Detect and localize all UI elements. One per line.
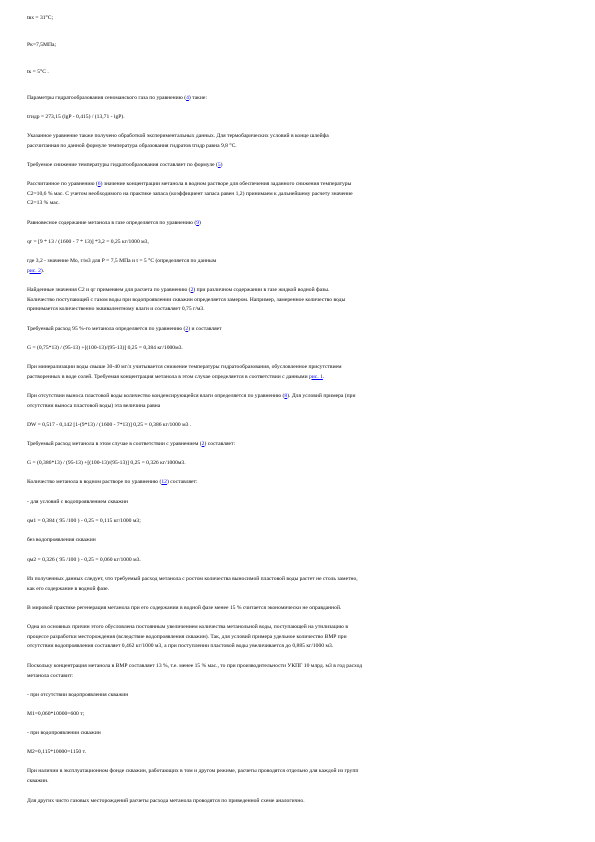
text: отсутствии водопроявления составляет 0,462 кг/1000 м3, а при поступлении пластовой воды увеличивается до 0,885 кг/1000 м3.	[27, 643, 334, 650]
text: ) такие:	[188, 95, 207, 101]
text: При отсутствии выноса пластовой воды количество конденсирующейся влаги определяется по уравнению (	[27, 393, 285, 399]
mineralization-paragraph	[27, 363, 572, 382]
text: ) и составляет	[188, 326, 222, 332]
text: М2=0,115*10000=1150 т.	[27, 749, 87, 755]
conclusion-paragraph	[27, 575, 572, 594]
text: - при водопроявлении скважин	[27, 730, 101, 736]
text: qг = [9 * 13 / (1600 - 7 * 13)] *3,2 = 0,25 кг/1000 м3,	[27, 239, 149, 245]
text: Требуемый расход метанола в этом случае в соответствии с уравнением (	[27, 441, 202, 447]
inlet-temperature-line	[27, 14, 572, 24]
text: При минерализации воды свыше 30-40 мг/л учитывается снижение температуры гидратообразования, обусловленное присутствием	[27, 364, 342, 370]
text: qм2 = 0,326 ( 95 /100 ) - 0,25 = 0,060 кг/1000 м3.	[27, 557, 141, 563]
equation-4-link[interactable]: 4	[186, 95, 189, 101]
found-values-paragraph	[27, 286, 572, 315]
text: как его содержание в водной фазе.	[27, 585, 110, 592]
text: принимается количественно эквивалентному влаги и составляет 0,75 г/м3.	[27, 306, 205, 313]
text: ) составляет:	[166, 479, 198, 485]
text: )	[199, 220, 201, 226]
end-pressure-line	[27, 41, 572, 51]
text: Указанное уравнение также получено обработкой экспериментальных данных. Для термобарических условий в конце шлейфа	[27, 133, 329, 139]
qm1-formula	[27, 517, 572, 527]
hydrate-params-paragraph	[27, 94, 572, 104]
equation-2-link[interactable]: 2	[190, 287, 194, 293]
text: где 3,2 - значение Мо, г/м3 для Р = 7,5 МПа и t = 5 °С (определяется по данным	[27, 258, 217, 264]
text: Поскольку концентрация метанола в ВМР составляет 13 %, т.е. менее 15 % мас., то при производительности УКПГ 10 млрд. м3 в год расход	[27, 663, 363, 669]
water-case-heading	[27, 729, 572, 739]
text: Одна из основных причин этого обусловлена постоянным увеличением количества метанольной воды, поступающей на утилизацию в	[27, 624, 348, 630]
mo-note-paragraph	[27, 257, 572, 276]
text: В мировой практике регенерация метанола при его содержании в водной фазе менее 15 % считается экономически не оправданной.	[27, 605, 342, 611]
aqueous-methanol-paragraph	[27, 478, 572, 488]
text: Рассчитанное по уравнению (	[27, 181, 98, 187]
text: метанола составит:	[27, 672, 73, 679]
required-decrease-paragraph	[27, 161, 572, 171]
text: Требуемый расход 95 %-го метанола определяется по уравнению (	[27, 326, 186, 332]
text: ).	[40, 267, 45, 274]
qg-formula	[27, 238, 572, 248]
text: С2=13 % мас.	[27, 200, 60, 207]
text: )	[220, 162, 223, 168]
text: без водопроявления скважин	[27, 537, 96, 543]
g-formula-2	[27, 459, 572, 469]
equation-2-link[interactable]: 2	[185, 326, 189, 332]
text: Найденные значения С2 и qг применяем для расчета по уравнению (	[27, 287, 191, 293]
end-temperature-line	[27, 68, 572, 78]
text: растворенных в воде солей. Требуемая концентрация метанола в этом случае определяется в соответствии с данными	[27, 373, 309, 380]
required-consumption-paragraph	[27, 440, 572, 450]
m1-formula	[27, 710, 572, 720]
equation-8-link[interactable]: 8	[284, 393, 288, 399]
equilibrium-content-paragraph	[27, 219, 572, 229]
no-water-case-heading	[27, 691, 572, 701]
dw-formula	[27, 421, 572, 431]
equation-9-link[interactable]: 9	[196, 220, 199, 226]
text: процессе разработки месторождения (вследствие водопроявления скважин). Так, для условий примера удельное количество ВМР при	[27, 633, 347, 640]
annual-consumption-paragraph	[27, 662, 572, 681]
text: рассчитанная по данной формуле температура образования гидратов tгидр равна 9,8 °С.	[27, 142, 237, 149]
m2-formula	[27, 748, 572, 758]
no-water-paragraph	[27, 392, 572, 411]
text: .	[322, 373, 325, 380]
text: Требуемое снижение температуры гидратообразования составляет по формуле (	[27, 162, 218, 168]
text: отсутствии выноса пластовой воды) эта величина равна	[27, 402, 161, 409]
text: G = (0,386*13) / (95-13) +[(100-13)/(95-13)] 0,25 = 0,326 кг/1000м3.	[27, 460, 186, 466]
methanol-consumption-paragraph	[27, 325, 572, 335]
figure-1-link[interactable]: рис. 1	[309, 373, 323, 380]
text: При наличии в эксплуатационном фонде скважин, работающих в том и другом режиме, расчеты проводятся отдельно для каждой из групп	[27, 768, 359, 774]
text: Из полученных данных следует, что требуемый расход метанола с ростом количества выносимой пластовой воды растет не столь заметно,	[27, 576, 358, 582]
formula-note-paragraph	[27, 132, 572, 151]
hydrate-formula	[27, 113, 572, 123]
figure-2-link[interactable]: рис. 2	[27, 267, 41, 274]
text: Количество поступающей с газом воды при водопроявлении скважин определяется замером. Например, замеренное количество воды	[27, 296, 346, 303]
formula-5-link[interactable]: 5	[217, 162, 221, 168]
text: - при отсутствии водопроявления скважин	[27, 692, 129, 698]
text: Параметры гидратообразования сеноманского газа по уравнению (	[27, 95, 187, 101]
text: скважин.	[27, 777, 49, 784]
text: Количество метанола в водном растворе по уравнению (	[27, 479, 162, 485]
methanol-concentration-paragraph	[27, 180, 572, 209]
text: - для условий с водопроявлением скважин	[27, 499, 128, 505]
equation-12-link[interactable]: 12	[161, 479, 167, 485]
text: tгидр = 273,15 (lgP - 0,415) / (13,71 - lgP).	[27, 114, 125, 120]
text: tвх = 31°С;	[27, 15, 54, 21]
reasons-paragraph	[27, 623, 572, 652]
text: Для других чисто газовых месторождений расчеты расхода метанола проводятся по приведенной схеме аналогично.	[27, 798, 305, 804]
text: ) значение концентрации метанола в водном растворе для обеспечения заданного снижения температуры	[100, 181, 352, 187]
with-water-heading	[27, 498, 572, 508]
text: ) при различном содержании в газе жидкой водной фазы.	[193, 287, 330, 293]
text: DW = 0,517 - 0,142 [1-(9*13) / (1600 - 7*13)] 0,25 = 0,386 кг/1000 м3 .	[27, 422, 192, 428]
other-fields-paragraph	[27, 797, 572, 807]
text: ) составляет:	[204, 441, 236, 447]
equation-2-link[interactable]: 2	[201, 441, 205, 447]
text: qм1 = 0,384 ( 95 /100 ) - 0,25 = 0,115 кг/1000 м3;	[27, 518, 141, 524]
regeneration-paragraph	[27, 604, 572, 614]
text: G = (0,75*13) / (95-13) +[(100-13)/(95-13)] 0,25 = 0,384 кг/1000м3.	[27, 345, 183, 351]
equation-6-link[interactable]: 6	[97, 181, 101, 187]
text: М1=0,060*10000=600 т;	[27, 711, 85, 717]
text: tк = 5°С .	[27, 69, 49, 75]
text: Рк=7,5МПа;	[27, 42, 57, 48]
text: ). Для условий примера (при	[287, 393, 356, 399]
g-formula-1	[27, 344, 572, 354]
qm2-formula	[27, 556, 572, 566]
text: Равновесное содержание метанола в газе определяется по уравнению (	[27, 220, 197, 226]
without-water-heading	[27, 536, 572, 546]
mixed-fund-paragraph	[27, 767, 572, 786]
text: С2=10,6 % мас. С учетом необходимого на практике запаса (коэффициент запаса равен 1,2) принимаем к дальнейшему расчету значение	[27, 190, 353, 197]
